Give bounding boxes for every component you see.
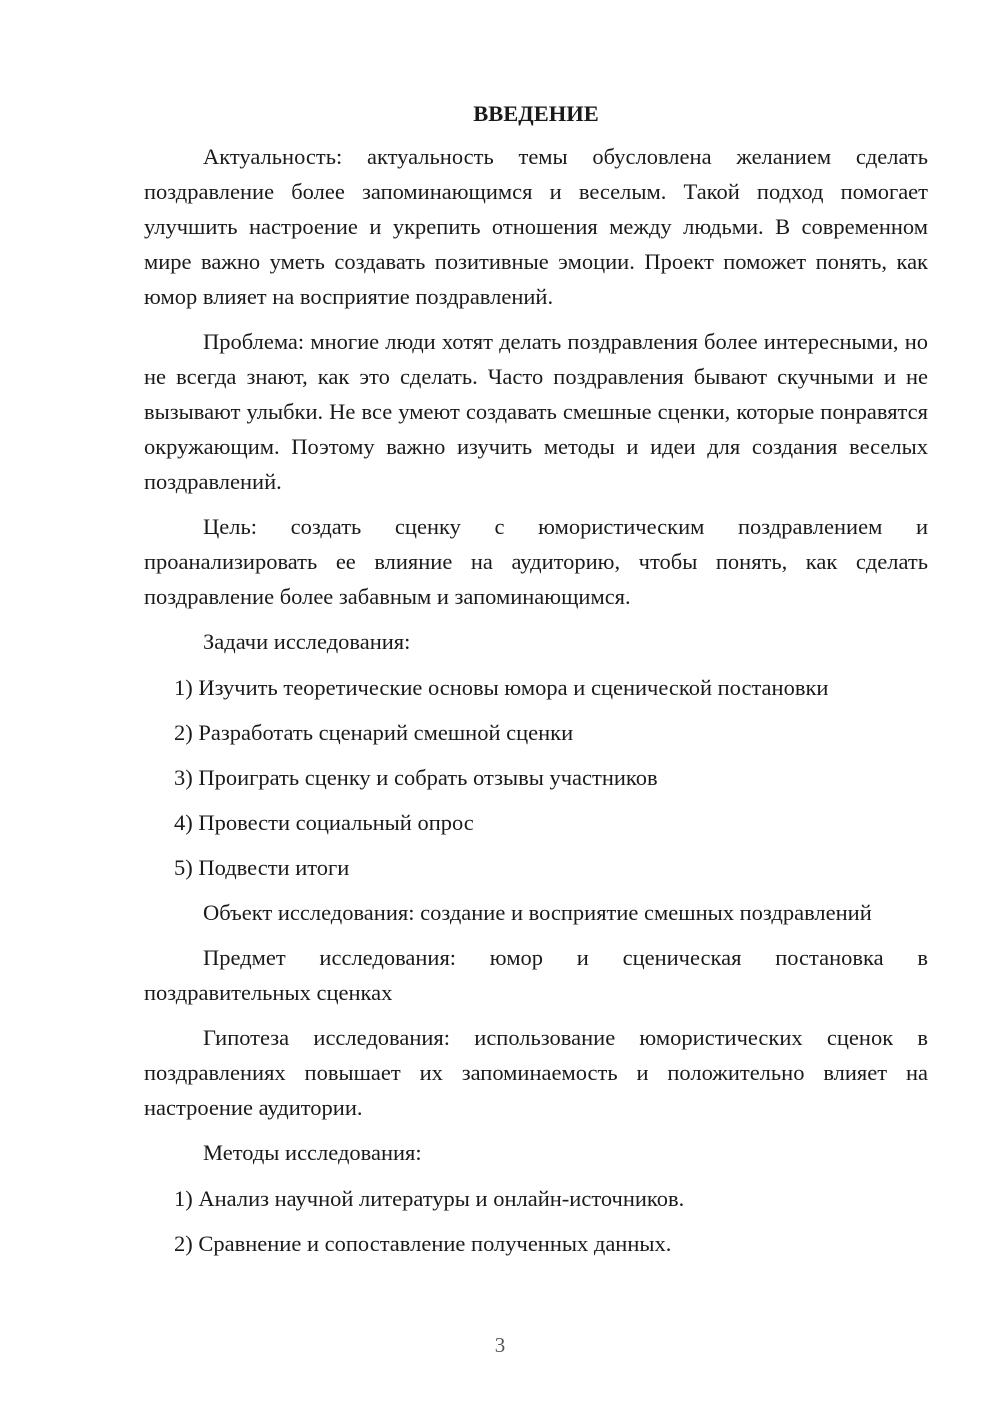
object-paragraph: Объект исследования: создание и восприятие смешных поздравлений <box>203 900 872 925</box>
tasks-list <box>144 670 928 885</box>
page-number: 3 <box>494 1333 506 1357</box>
subject-paragraph: Предмет исследования: юмор и сценическая постановка в поздравительных сценках <box>144 945 928 1005</box>
hypothesis-paragraph: Гипотеза исследования: использование юмористических сценок в поздравлениях повышает их запоминаемость и положительно влияет на настроение аудитории. <box>144 1025 928 1120</box>
methods-heading: Методы исследования: <box>203 1140 422 1165</box>
document-page <box>144 96 928 1271</box>
list-item: 1) Анализ научной литературы и онлайн-источников. <box>174 1186 685 1211</box>
list-item: 4) Провести социальный опрос <box>174 810 474 835</box>
problem-paragraph: Проблема: многие люди хотят делать поздравления более интересными, но не всегда знают, как это сделать. Часто поздравления бывают скучными и не вызывают улыбки. Не все умеют создавать смешные сценки, которые понравятся окружающим. Поэтому важно изучить методы и идеи для создания веселых поздравлений. <box>144 329 928 494</box>
list-item: 2) Сравнение и сопоставление полученных данных. <box>174 1231 672 1256</box>
goal-paragraph: Цель: создать сценку с юмористическим поздравлением и проанализировать ее влияние на аудиторию, чтобы понять, как сделать поздравление более забавным и запоминающимся. <box>144 514 928 609</box>
methods-list <box>144 1181 928 1261</box>
tasks-heading: Задачи исследования: <box>203 629 411 654</box>
section-title: ВВЕДЕНИЕ <box>473 101 599 126</box>
list-item: 5) Подвести итоги <box>174 855 350 880</box>
list-item: 2) Разработать сценарий смешной сценки <box>174 720 574 745</box>
list-item: 3) Проиграть сценку и собрать отзывы участников <box>174 765 658 790</box>
list-item: 1) Изучить теоретические основы юмора и сценической постановки <box>174 675 829 700</box>
relevance-paragraph: Актуальность: актуальность темы обусловлена желанием сделать поздравление более запоминающимся и веселым. Такой подход помогает улучшить настроение и укрепить отношения между людьми. В современном мире важно уметь создавать позитивные эмоции. Проект поможет понять, как юмор влияет на восприятие поздравлений. <box>144 144 928 309</box>
